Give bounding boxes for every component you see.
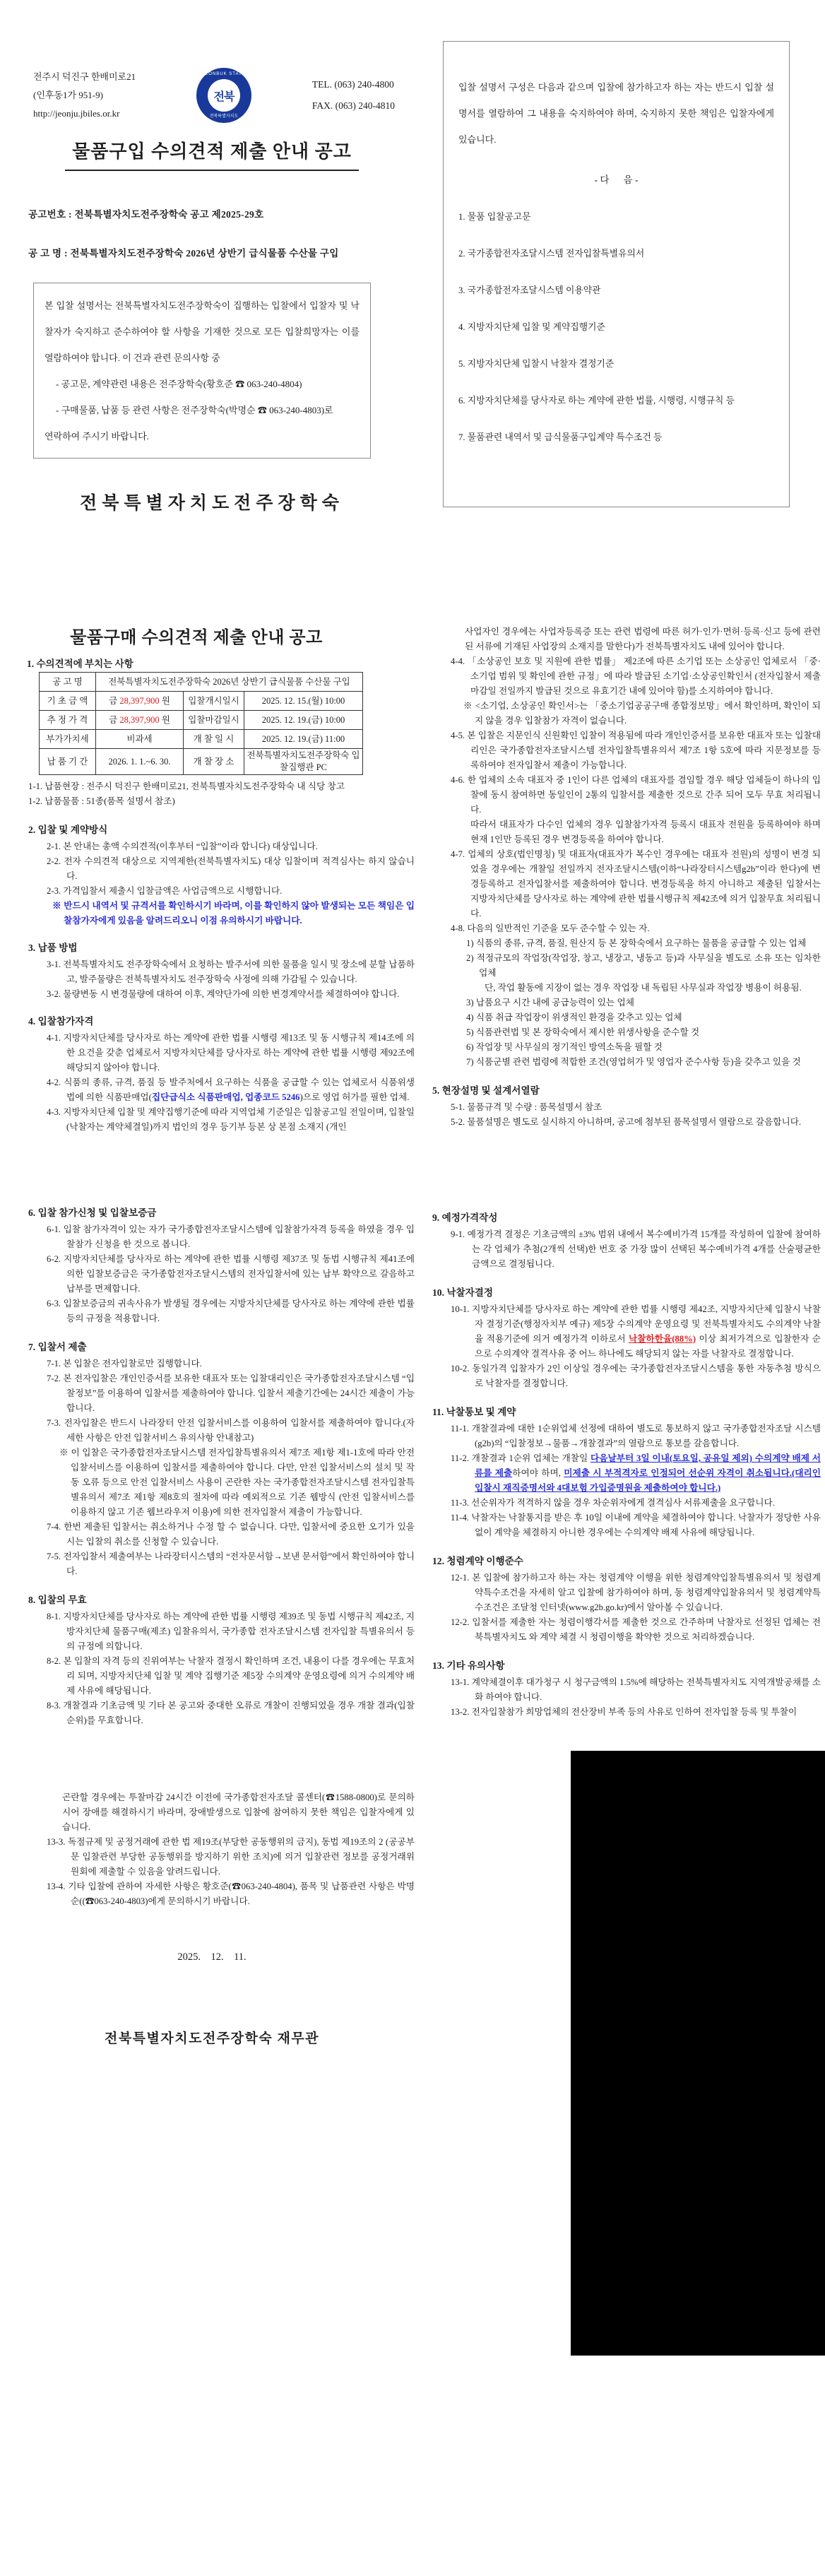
doc-paragraph (432, 773, 821, 817)
doc-paragraph (432, 1010, 821, 1025)
highlight-text: 다음날부터 3일 이내(토요일, 공유일 제외) 수의계약 배제 서류를 제출 (475, 1453, 821, 1478)
doc-paragraph (432, 1675, 821, 1705)
notice-name: 공 고 명 : 전북특별자치도전주장학숙 2026년 상반기 급식물품 수산물 구입 (28, 248, 339, 259)
doc-paragraph (28, 794, 415, 809)
doc-paragraph (28, 1446, 415, 1520)
content-column-page4 (432, 625, 821, 1130)
text-run: 13-4. 기타 입찰에 관하여 자세한 사항은 황호준(☎063-240-4804), 품목 및 납품관련 사항은 박명순((☎063-240-4803)에게 문의하시기 바랍니다. (47, 1881, 415, 1906)
text-run: 13. 기타 유의사항 (432, 1660, 505, 1671)
list-item: 7. 물품관련 내역서 및 급식물품구입계약 특수조건 등 (458, 432, 663, 442)
doc-paragraph (432, 1422, 821, 1451)
text-run: 10-2. 동일가격 입찰자가 2인 이상일 경우에는 국가종합전자조달시스템을 통한 자동추첨 방식으로 낙찰자를 결정합니다. (451, 1364, 821, 1388)
cell-bid-close-label: 입찰마감일시 (184, 711, 244, 730)
doc-paragraph (432, 921, 821, 936)
logo-inner-circle (208, 79, 240, 112)
notice-number: 공고번호 : 전북특별자치도전주장학숙 공고 제2025-29호 (28, 209, 264, 220)
doc-paragraph (432, 936, 821, 951)
doc-paragraph (432, 1361, 821, 1391)
doc-paragraph (28, 839, 415, 854)
contact-closing-line: 연락하여 주시기 바랍니다. (44, 431, 149, 442)
text-run: ※ <소기업, 소상공인 확인서>는 「중소기업공공구매 종합정보망」에서 확인하며, 확인이 되지 않을 경우 입찰참가 자격이 없습니다. (463, 701, 821, 726)
text-run: 4-1. 지방자치단체를 당사자로 하는 계약에 관한 법률 시행령 제13조 및 동 시행규칙 제14조에 의한 요건을 갖춘 업체로서 지방자치단체를 당사자로 하는 계약에 관한 법률 시행령 제92조에 해당되지 않아야 합니다. (47, 1033, 415, 1073)
text-run: 4. 입찰참가자격 (28, 1016, 94, 1027)
issuing-organization-name: 전북특별자치도전주장학숙 (80, 493, 344, 513)
section-heading (432, 1658, 821, 1674)
text-run: 2-1. 본 안내는 총액 수의견적(이후부터 “입찰”이라 합니다) 대상입니다. (47, 841, 318, 851)
cell-notice-name-value: 전북특별자치도전주장학숙 2026년 상반기 급식물품 수산물 구입 (96, 673, 363, 692)
text-run: 8-3. 개찰결과 기초금액 및 기타 본 공고와 중대한 오류로 개찰이 진행되었을 경우 개찰 결과(입찰순위)를 무효합니다. (47, 1701, 415, 1725)
section-heading (432, 1210, 821, 1226)
list-item: 1. 물품 입찰공고문 (458, 212, 531, 222)
daum-separator: - 다 음 - (594, 175, 639, 185)
text-run: 4-2. 식품의 종류, 규격, 품질 등 발주처에서 요구하는 식품을 공급할 수 있는 업체로서 식품위생법에 의한 식품판매업( (47, 1077, 415, 1102)
text-run: 5) 식품관련법 및 본 장학숙에서 제시한 위생사항을 준수할 것 (466, 1027, 700, 1037)
contact-line-contract: - 공고문, 계약관련 내용은 전주장학숙(황호준 ☎ 063-240-4804) (56, 379, 302, 389)
text-run: 8-2. 본 입찰의 자격 등의 진위여부는 낙찰자 결정시 확인하며 조건, 내용이 다를 경우에는 무효처리 되며, 지방자치단체 입찰 및 계약 집행기준 제5장 수의계약 운영요령에 의거 수의계약 배제 사유에 해당됩니다. (47, 1656, 415, 1696)
section-heading (432, 1284, 821, 1301)
content-column-page6 (432, 1210, 821, 1720)
doc-paragraph (28, 1698, 415, 1728)
cell-opening-date-value: 2025. 12. 19.(금) 11:00 (244, 730, 363, 749)
contact-numbers (312, 74, 395, 117)
doc-paragraph (28, 957, 415, 987)
cell-bid-open-label: 입찰개시일시 (184, 692, 244, 711)
bid-summary-table (39, 672, 363, 775)
list-item: 4. 지방자치단체 입찰 및 계약집행기준 (458, 322, 605, 332)
doc-paragraph (432, 1055, 821, 1070)
text-run: 6-3. 입찰보증금의 귀속사유가 발생될 경우에는 지방자치단체를 당사자로 하는 계약에 관한 법률 등의 규정을 적용합니다. (47, 1299, 415, 1323)
text-run: 7-1. 본 입찰은 전자입찰로만 집행합니다. (47, 1359, 202, 1369)
doc-paragraph (28, 1252, 415, 1296)
estimate-amount-number: 28,397,900 (119, 714, 160, 725)
doc-paragraph (432, 847, 821, 921)
text-run: 11-1. 개찰결과에 대한 1순위업체 선정에 대하여 별도로 통보하지 않고 국가종합전자조달 시스템 (g2b)의 “입찰정보→물품→개찰결과”의 열람으로 통보를 갈음합니다. (451, 1424, 821, 1448)
composition-paragraph: 입찰 설명서 구성은 다음과 같으며 입찰에 참가하고자 하는 자는 반드시 입찰 설명서를 열람하여 그 내용을 숙지하여야 하며, 숙지하지 못한 책임은 입찰자에게 있습니다. (458, 82, 774, 145)
text-run: 1-2. 납품물품 : 51종(품목 설명서 참조) (28, 796, 175, 806)
doc-paragraph (432, 1025, 821, 1040)
text-run: 3) 납품요구 시간 내에 공급능력이 있는 업체 (466, 998, 634, 1008)
text-run: 7-4. 한번 제출된 입찰서는 취소하거나 수정 할 수 없습니다. 다만, 입찰서에 중요한 오기가 있을 시는 입찰의 취소를 신청할 수 있습니다. (47, 1522, 415, 1547)
text-run: 11-4. 낙찰자는 낙찰통지를 받은 후 10일 이내에 계약을 체결하여야 합니다. 낙찰자가 정당한 사유 없이 계약을 체결하지 아니한 경우에는 수의계약 배제 사유에 해당됩니다. (451, 1513, 821, 1537)
section-heading (28, 822, 415, 838)
text-run: 11. 낙찰통보 및 계약 (432, 1407, 516, 1417)
doc-paragraph (28, 1520, 415, 1549)
doc-paragraph (28, 884, 415, 899)
announcement-date: 2025. 12. 11. (177, 1951, 247, 1963)
section-heading (28, 940, 415, 956)
doc-paragraph (432, 1496, 821, 1511)
doc-paragraph (28, 1371, 415, 1416)
doc-paragraph (28, 987, 415, 1002)
text-run: 이상 최저가격으로 입찰한자 순으로 수의계약 결격사유 중 어느 하나에도 해당되지 않는 자를 낙찰자로 결정합니다. (475, 1334, 821, 1359)
doc-paragraph (432, 1705, 821, 1720)
table-row (40, 673, 363, 692)
cell-bid-close-value: 2025. 12. 19.(금) 10:00 (244, 711, 363, 730)
doc-paragraph (28, 1296, 415, 1326)
text-run: 7-3. 전자입찰은 반드시 나라장터 안전 입찰서비스를 이용하여 입찰서를 제출하여야 합니다.(자세한 사항은 안전 입찰서비스 유의사항 안내참고) (47, 1418, 415, 1443)
content-column-page3 (28, 779, 415, 1135)
doc-paragraph (432, 995, 821, 1010)
doc-paragraph (28, 1105, 415, 1135)
text-run: 8. 입찰의 무효 (28, 1595, 87, 1605)
doc-paragraph (28, 1549, 415, 1579)
text-run: 2-2. 전자 수의견적 대상으로 지역제한(전북특별자치도) 대상 입찰이며 적격심사는 하지 않습니다. (47, 856, 415, 881)
cell-vat-value: 비과세 (96, 730, 184, 749)
text-run: 4) 식품 취급 작업장이 위생적인 환경을 갖추고 있는 업체 (466, 1012, 682, 1022)
doc-paragraph (432, 625, 821, 654)
logo-center-text: 전북 (213, 90, 235, 103)
text-run: 7) 식품군별 관련 법령에 적합한 조건(영업허가 및 영업자 준수사항 등)을 갖추고 있을 것 (466, 1057, 801, 1067)
document-title: 물품구입 수의견적 제출 안내 공고 (28, 137, 396, 171)
highlight-text: 집단급식소 식품판매업, 업종코드 5246 (151, 1092, 300, 1102)
text-run: 2. 입찰 및 계약방식 (28, 825, 108, 835)
cell-delivery-period-label: 납 품 기 간 (40, 749, 96, 775)
doc-paragraph (28, 1075, 415, 1105)
doc-paragraph (432, 654, 821, 699)
doc-paragraph (28, 899, 415, 928)
inquiry-paragraph: 본 입찰 설명서는 전북특별자치도전주장학숙이 집행하는 입찰에서 입찰자 및 낙찰자가 숙지하고 준수하여야 할 사항을 기재한 것으로 모든 입찰희망자는 이를 열람하여야 합니다. 이 건과 관련 문의사항 중 (44, 300, 360, 363)
doc-paragraph (432, 1115, 821, 1130)
table-row (40, 711, 363, 730)
text-run: 12-1. 본 입찰에 참가하고자 하는 자는 청렴계약 이행을 위한 청렴계약입찰특별유의서 및 청렴계약특수조건을 자세히 알고 입찰에 참가하여야 하며, 동 청렴계약입찰유의서 및 청렴계약특수조건은 조달청 인터넷(www.g2b.go.kr)에서 알아볼 수 있습니다. (451, 1573, 821, 1612)
text-run: 5. 현장설명 및 설계서열람 (432, 1085, 540, 1096)
text-run: 13-2. 전자입찰참가 희망업체의 전산장비 부족 등의 사유로 인하여 전자입찰 등록 및 투찰이 (451, 1707, 797, 1717)
jeonbuk-state-logo-icon (196, 68, 251, 123)
content-column-page7 (28, 1790, 415, 1909)
section-heading (432, 1082, 821, 1099)
doc-paragraph (28, 854, 415, 884)
doc-paragraph (28, 1357, 415, 1371)
text-run: 3-1. 전북특별자치도 전주장학숙에서 요청하는 발주서에 의한 물품을 일시 및 장소에 분할 납품하고, 발주물량은 전북특별자치도 전주장학숙 사정에 의해 가감될 수 있습니다. (47, 959, 415, 984)
text-run: 3. 납품 방법 (28, 943, 78, 953)
text-run: 4-5. 본 입찰은 지문인식 신원확인 입찰이 적용됨에 따라 개인인증서를 보유한 대표자 또는 입찰대리인은 국가종합전자조달시스템 전자입찰특별유의서 제7조 1항 5호에 따라 지문정보를 등록하여야 전자입찰서 제출이 가능합니다. (451, 731, 821, 770)
section-heading (432, 1553, 821, 1569)
doc-paragraph (432, 1571, 821, 1615)
cell-delivery-period-value: 2026. 1. 1.~6. 30. (96, 749, 184, 775)
logo-ring-top-text: JEONBUK STATE (202, 72, 246, 76)
doc-paragraph (28, 1835, 415, 1879)
inquiry-info-box (33, 283, 371, 459)
text-run: 사업자인 경우에는 사업자등록증 또는 관련 법령에 따른 허가·인가·면허·등록·신고 등에 관련된 서류에 기재된 사업장의 소재지를 말한다)가 전북특별자치도 내에 있어야 합니다. (465, 627, 821, 651)
highlight-text: ※ 반드시 내역서 및 규격서를 확인하시기 바라며, 이를 확인하지 않아 발생되는 모든 책임은 입찰참가자에게 있음을 알려드리오니 이점 유의하시기 바랍니다. (52, 901, 415, 926)
text-run: 9. 예정가격작성 (432, 1212, 498, 1223)
doc-paragraph (28, 1031, 415, 1075)
list-item: 3. 국가종합전자조달시스템 이용약관 (458, 285, 601, 295)
cell-base-amount-value: 금 28,397,900 원 (96, 692, 184, 711)
cell-estimate-label: 추 정 가 격 (40, 711, 96, 730)
text-run: 10. 낙찰자결정 (432, 1287, 494, 1298)
doc-paragraph (432, 981, 821, 995)
doc-paragraph (28, 1609, 415, 1654)
text-run: )으로 영업 허가를 필한 업체. (299, 1092, 410, 1102)
website-url: http://jeonju.jbiles.or.kr (33, 108, 120, 119)
doc-paragraph (28, 1790, 415, 1835)
address-line: (인후동1가 951-9) (33, 90, 103, 100)
cell-opening-place-label: 개 찰 장 소 (184, 749, 244, 775)
text-run: 3-2. 물량변동 시 변경물량에 대하여 이후, 계약단가에 의한 변경계약서를 체결하여야 합니다. (47, 989, 400, 999)
cell-estimate-value: 금 28,397,900 원 (96, 711, 184, 730)
table-row (40, 730, 363, 749)
cell-notice-name-label: 공 고 명 (40, 673, 96, 692)
doc-paragraph (28, 1416, 415, 1446)
text-run: 7-2. 본 전자입찰은 개인인증서를 보유한 대표자 또는 입찰대리인은 국가종합전자조달시스템 “입찰정보”를 이용하여 입찰서를 제출하여야 합니다. 입찰서 제출기간에는 24시간 제출이 가능합니다. (47, 1373, 415, 1413)
list-item: 5. 지방자치단체 입찰시 낙찰자 결정기준 (458, 359, 615, 369)
doc-paragraph (432, 699, 821, 728)
redacted-area (571, 1751, 825, 2356)
text-run: 2) 적정규모의 작업장(작업장, 창고, 냉장고, 냉동고 등)과 사무실을 별도로 소유 또는 임차한 업체 (466, 953, 821, 978)
doc-paragraph (432, 1615, 821, 1645)
text-run: 4-3. 지방자치단체 입찰 및 계약집행기준에 따라 지역업체 기준일은 입찰공고일 전일이며, 입찰일(낙찰자는 계약체결일)까지 법인의 경우 등기부 등본 상 본점 소재지 (개인 (47, 1107, 415, 1132)
text-run: 4-8. 다음의 일반적인 기준을 모두 준수할 수 있는 자. (451, 923, 650, 933)
doc-paragraph (432, 1227, 821, 1272)
text-run: 6-1. 입찰 참가자격이 있는 자가 국가종합전자조달시스템에 입찰참가자격 등록을 하였을 경우 입찰참가 신청을 한 것으로 봅니다. (47, 1224, 415, 1249)
doc-paragraph (432, 1511, 821, 1540)
section-heading (28, 1205, 415, 1221)
cell-bid-open-value: 2025. 12. 15.(월) 10:00 (244, 692, 363, 711)
text-run: 10-1. 지방자치단체를 당사자로 하는 계약에 관한 법률 시행령 제42조, 지방자치단체 입찰시 낙찰자 결정기준(행정자치부 예규) 제5장 수의계약 운영요령 및 전북특별자치도 수의계약 낙찰율 적용기준에 의거 예정가격 이하로서 (451, 1304, 821, 1344)
cell-opening-date-label: 개 찰 일 시 (184, 730, 244, 749)
section-heading (432, 1404, 821, 1420)
logo-ring-bottom-text: 전북특별자치도 (209, 114, 239, 119)
base-amount-number: 28,397,900 (119, 695, 160, 706)
cell-vat-label: 부가가치세 (40, 730, 96, 749)
text-run: 8-1. 지방자치단체를 당사자로 하는 계약에 관한 법률 시행령 제39조 및 동법 시행규칙 제42조, 지방자치단체 물품구매(제조) 입찰유의서, 국가종합 전자조달시스템 전자입찰 특별유의서 등의 규정에 의합니다. (47, 1612, 415, 1651)
doc-paragraph (432, 1302, 821, 1361)
doc-paragraph (432, 1100, 821, 1115)
address-line: 전주시 덕진구 한배미로21 (33, 71, 136, 82)
sender-address (33, 68, 136, 123)
cell-base-amount-label: 기 초 금 액 (40, 692, 96, 711)
signature-title: 전북특별자치도전주장학숙 재무관 (104, 2031, 320, 2046)
text-run: 13-1. 계약체결이후 대가청구 시 청구금액의 1.5%에 해당하는 전북특별자치도 지역개발공채를 소화 하여야 합니다. (451, 1677, 821, 1702)
text-run: 13-3. 독점규제 및 공정거래에 관한 법 제19조(부당한 공동행위의 금지), 동법 제19조의 2 (공공부문 입찰관련 부당한 공동행위를 방지하기 위한 조치)에 의거 입찰관련 정보를 공정거래위원회에 제출할 수 있음을 알려드립니다. (47, 1837, 415, 1877)
cell-opening-place-value: 전북특별자치도전주장학숙 입찰집행관 PC (244, 749, 363, 775)
text-run: 4-7. 업체의 상호(법인명칭) 및 대표자(대표자가 복수인 경우에는 대표자 전원)의 성명이 변경 되었을 경우에는 개찰일 전일까지 전자조달시스템(이하“나라장터시스템g2b”이라 한다)에 변경등록하고 전자입찰서를 제출하여야 합니다. 변경등록을 하지 아니하고 제출된 입찰서는 지방자치단체를 당사자로 하는 계약에 관한 법률시행규칙 제42조에 의거 입찰무효 처리됩니다. (451, 849, 821, 918)
table-row (40, 749, 363, 775)
text-run: 하여야 하며, (512, 1468, 564, 1478)
content-column-page5 (28, 1205, 415, 1728)
text-run: 2-3. 가격입찰서 제출시 입찰금액은 사업금액으로 시행합니다. (47, 886, 283, 896)
highlight-text: 미제출 시 부적격자로 인정되어 선순위 자격이 취소됩니다.(대리인 입찰시 재직증명서와 4대보험 가입증명원을 제출하여야 합니다.) (475, 1468, 821, 1493)
text-run: 12. 청렴계약 이행준수 (432, 1556, 523, 1566)
text-run: 단, 작업 활동에 지장이 없는 경우 작업장 내 독립된 사무실과 작업장 병용이 허용됨. (485, 983, 802, 993)
text-run: 1-1. 납품현장 : 전주시 덕진구 한배미로21, 전북특별자치도전주장학숙 내 식당 창고 (28, 781, 345, 791)
doc-paragraph (28, 1654, 415, 1698)
table-row (40, 692, 363, 711)
text-run: 11-2. 개찰결과 1순위 업체는 개찰일 (451, 1453, 591, 1463)
text-run: ※ 이 입찰은 국가종합전자조달시스템 전자입찰특별유의서 제7조 제1항 제1-1호에 따라 안전 입찰서비스를 이용하여 입찰서를 제출하여야 합니다. 다만, 안전 입찰서비스의 설치 및 작동 오류 등으로 안전 입찰서비스 사용이 곤란한 자는 국가종합전자조달시스템 전자입찰특별유의서 제7조 제1항 제8호의 절차에 따라 예외적으로 기존 웹방식 (안전 입찰서비스를 이용하지 않고 기존 웹브라우저 이용)에 의한 전자입찰서 제출이 가능합니다. (59, 1448, 415, 1517)
section-heading (28, 1339, 415, 1355)
text-run: 따라서 대표자가 다수인 업체의 경우 입찰참가자격 등록시 대표자 전원을 등록하여야 하며 현재 1인만 등록된 경우 변경등록을 하여야 합니다. (470, 820, 821, 844)
list-item: 2. 국가종합전자조달시스템 전자입찰특별유의서 (458, 249, 645, 259)
text-run: 7-5. 전자입찰서 제출여부는 나라장터시스템의 “전자문서함→보낸 문서함”에서 확인하여야 합니다. (47, 1552, 415, 1576)
text-run: 9-1. 예정가격 결정은 기초금액의 ±3% 범위 내에서 복수예비가격 15개를 작성하여 입찰에 참여하는 각 업체가 추첨(2개씩 선택)한 번호 중 가장 많이 선택된 복수예비가격 4개를 산술평균한 금액으로 결정됩니다. (451, 1229, 821, 1269)
text-run: 6. 입찰 참가신청 및 입찰보증금 (28, 1207, 157, 1218)
text-run: 곤란할 경우에는 투찰마감 24시간 이전에 국가종합전자조달 콜센터(☎1588-0800)로 문의하시어 장애를 해결하시기 바라며, 장애발생으로 입찰에 참여하지 못한 책임은 입찰자에게 있습니다. (62, 1792, 415, 1832)
text-run: 5-1. 물품규격 및 수량 : 품목설명서 참조 (451, 1102, 603, 1112)
text-run: 5-2. 물품설명은 별도로 실시하지 아니하며, 공고에 첨부된 품목설명서 열람으로 갈음합니다. (451, 1117, 802, 1127)
text-run: 6) 작업장 및 사무실의 정기적인 방역소독을 필할 것 (466, 1042, 663, 1052)
text-run: 7. 입찰서 제출 (28, 1342, 87, 1352)
main-notice-title: 물품구매 수의견적 제출 안내 공고 (70, 629, 323, 647)
text-run: 12-2. 입찰서를 제출한 자는 청렴이행각서를 제출한 것으로 간주하며 낙찰자로 선정된 업체는 전북특별자치도 와 계약 체결 시 청렴이행을 확약한 것으로 처리하겠습니다. (451, 1617, 821, 1642)
text-run: 11-3. 선순위자가 적격하지 않을 경우 차순위자에게 결격심사 서류제출을 요구합니다. (451, 1498, 775, 1508)
list-item: 6. 지방자치단체를 당사자로 하는 계약에 관한 법률, 시행령, 시행규칙 등 (458, 396, 735, 406)
text-run: 1) 식품의 종류, 규격, 품질, 원산지 등 본 장학숙에서 요구하는 물품을 공급할 수 있는 업체 (466, 938, 807, 948)
tel-number: TEL. (063) 240-4800 (311, 79, 394, 90)
doc-paragraph (28, 1879, 415, 1909)
contact-line-goods: - 구매물품, 납품 등 관련 사항은 전주장학숙(박명순 ☎ 063-240-4803)로 (56, 405, 333, 415)
letterhead (33, 68, 395, 123)
bid-document-composition-box (443, 41, 790, 507)
section-heading: 1. 수의견적에 부치는 사항 (27, 658, 133, 669)
doc-paragraph (432, 951, 821, 981)
text-run: 6-2. 지방자치단체를 당사자로 하는 계약에 관한 법률 시행령 제37조 및 동법 시행규칙 제41조에 의한 입찰보증금은 국가종합전자조달시스템의 전자입찰서에 있는 납부 확약으로 갈음하고 납부를 면제합니다. (47, 1254, 415, 1294)
doc-paragraph (432, 1451, 821, 1496)
section-heading (28, 1013, 415, 1029)
doc-paragraph (432, 1040, 821, 1055)
doc-paragraph (28, 779, 415, 794)
text-run: 4-6. 한 업체의 소속 대표자 중 1인이 다른 업체의 대표자를 겸임할 경우 해당 업체들이 하나의 입찰에 동시 참여하면 동일인이 2통의 입찰서를 제출한 것으로 간주 되어 모두 무효 처리됩니다. (451, 775, 821, 815)
doc-paragraph (28, 1222, 415, 1252)
fax-number: FAX. (063) 240-4810 (311, 100, 395, 111)
doc-paragraph (432, 728, 821, 773)
highlight-text: 낙찰하한율(88%) (629, 1334, 696, 1344)
doc-paragraph (432, 817, 821, 847)
text-run: 4-4. 「소상공인 보호 및 지원에 관한 법률」 제2조에 따른 소기업 또는 소상공인 업체로서 「중·소기업 범위 및 확인에 관한 규정」에 따라 발급된 소기업·소상공인확인서 (전자입찰서 제출 마감일 전일까지 발급된 것으로 유효기간 내에 있어야 함)를 소지하여야 합니다. (451, 656, 821, 696)
section-heading (28, 1592, 415, 1608)
